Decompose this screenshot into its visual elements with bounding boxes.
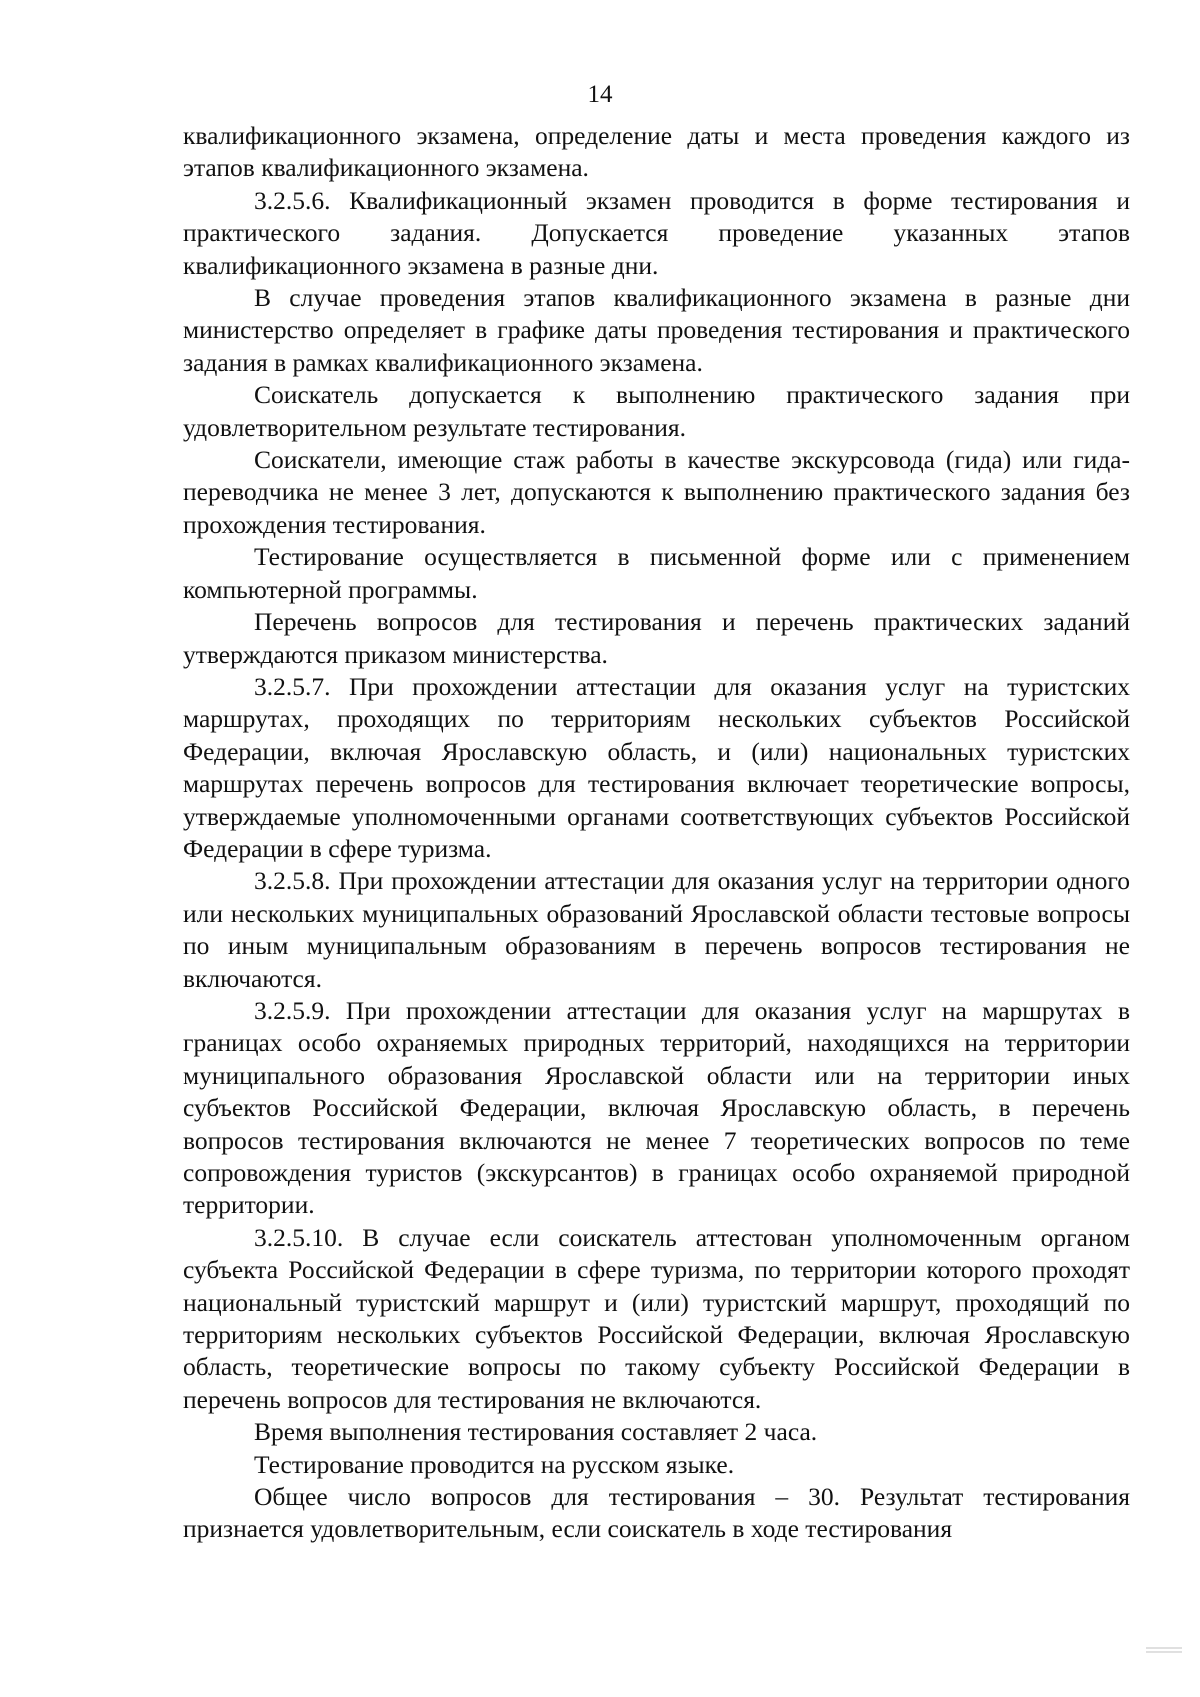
- paragraph-3-2-5-7: 3.2.5.7. При прохождении аттестации для оказания услуг на туристских маршрутах, проходящих по территориям нескольких субъектов Российской Федерации, включая Ярославскую область, и (или) национальных туристских маршрутах перечень вопросов для тестирования включает теоретические вопросы, утверждаемые уполномоченными органами соответствующих субъектов Российской Федерации в сфере туризма.: [183, 671, 1130, 863]
- document-body: [183, 120, 1130, 1546]
- scan-artifact-mark: [1146, 1647, 1182, 1657]
- paragraph-exam-stages-different-days: В случае проведения этапов квалификационного экзамена в разные дни министерство определяет в графике даты проведения тестирования и практического задания в рамках квалификационного экзамена.: [183, 283, 1130, 377]
- paragraph-3-2-5-10: 3.2.5.10. В случае если соискатель аттестован уполномоченным органом субъекта Российской Федерации в сфере туризма, по территории которого проходят национальный туристский маршрут и (или) туристский маршрут, проходящий по территориям нескольких субъектов Российской Федерации, включая Ярославскую область, теоретические вопросы по такому субъекту Российской Федерации в перечень вопросов для тестирования не включаются.: [183, 1222, 1130, 1414]
- paragraph-admission-practical-task: Соискатель допускается к выполнению практического задания при удовлетворительном результате тестирования.: [183, 380, 1130, 442]
- paragraph-3-2-5-9: 3.2.5.9. При прохождении аттестации для оказания услуг на маршрутах в границах особо охраняемых природных территорий, находящихся на территории муниципального образования Ярославской области или на территории иных субъектов Российской Федерации, включая Ярославскую область, в перечень вопросов тестирования включаются не менее 7 теоретических вопросов по теме сопровождения туристов (экскурсантов) в границах особо охраняемой природной территории.: [183, 995, 1130, 1220]
- paragraph-question-list-approval: Перечень вопросов для тестирования и перечень практических заданий утверждаются приказом министерства.: [183, 607, 1130, 669]
- page-number: 14: [587, 81, 613, 108]
- paragraph-experienced-applicants: Соискатели, имеющие стаж работы в качестве экскурсовода (гида) или гида-переводчика не менее 3 лет, допускаются к выполнению практического задания без прохождения тестирования.: [183, 445, 1130, 539]
- paragraph-3-2-5-8: 3.2.5.8. При прохождении аттестации для оказания услуг на территории одного или нескольких муниципальных образований Ярославской области тестовые вопросы по иным муниципальным образованиям в перечень вопросов тестирования не включаются.: [183, 866, 1130, 993]
- paragraph-3-2-5-6: 3.2.5.6. Квалификационный экзамен проводится в форме тестирования и практического задания. Допускается проведение указанных этапов квалификационного экзамена в разные дни.: [183, 185, 1130, 280]
- paragraph-continuation: квалификационного экзамена, определение даты и места проведения каждого из этапов квалификационного экзамена.: [183, 121, 1130, 183]
- paragraph-testing-duration: Время выполнения тестирования составляет 2 часа.: [254, 1417, 818, 1447]
- paragraph-testing-language: Тестирование проводится на русском языке.: [254, 1449, 735, 1479]
- paragraph-testing-form: Тестирование осуществляется в письменной форме или с применением компьютерной программы.: [183, 542, 1130, 604]
- paragraph-question-count: Общее число вопросов для тестирования – 30. Результат тестирования признается удовлетворительным, если соискатель в ходе тестирования: [183, 1482, 1130, 1544]
